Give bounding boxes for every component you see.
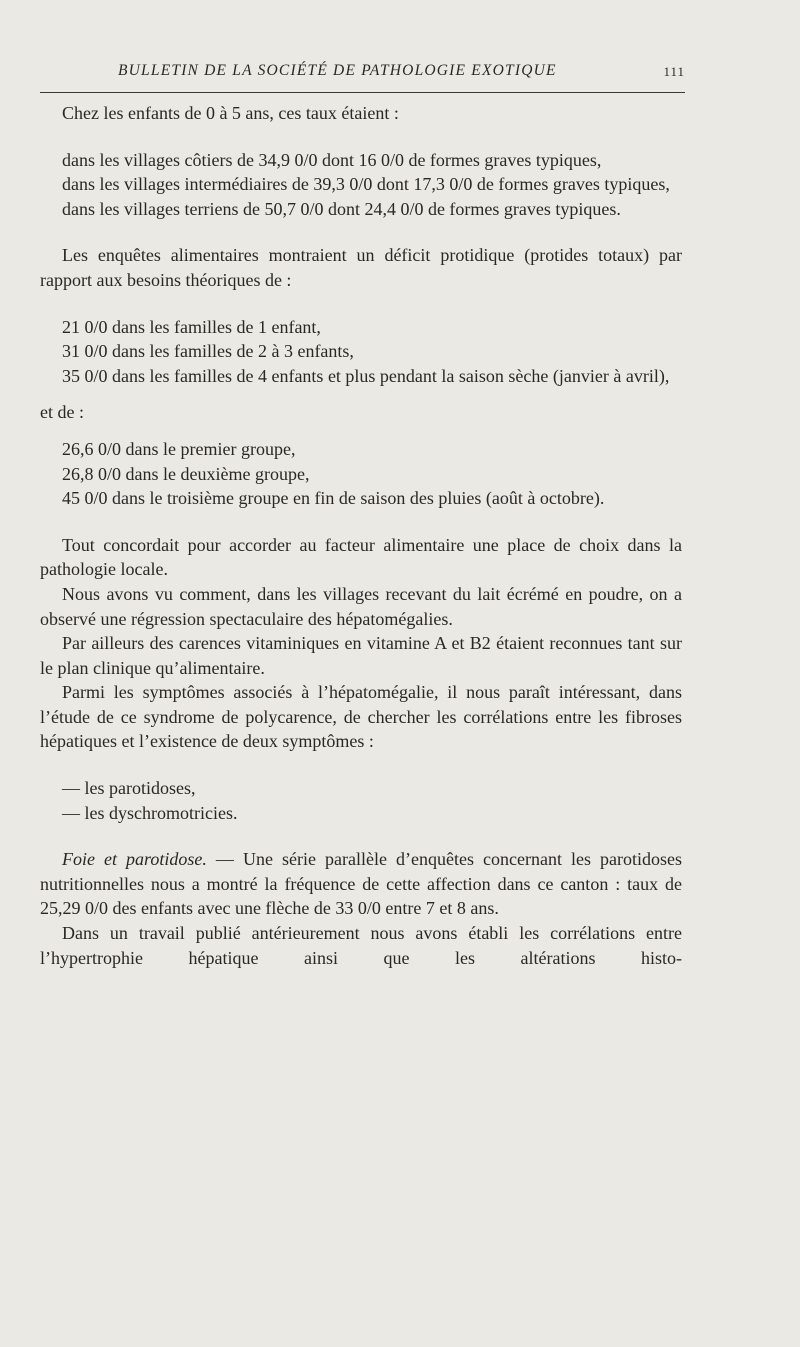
section-title-foie: Foie et parotidose. [62, 849, 207, 870]
list-item-deficit: 31 0/0 dans les familles de 2 à 3 enfants, [62, 341, 354, 362]
list-item-symptom: — les parotidoses, [62, 778, 196, 799]
list-item-deficit: 26,6 0/0 dans le premier groupe, [62, 438, 296, 459]
paragraph-dans: Dans un travail publié antérieurement nous avons établi les corrélations entre l’hypertrophie hépatique ainsi que les altérations histo- [40, 923, 682, 968]
paragraph-foie [40, 847, 682, 921]
list-item-deficit: 45 0/0 dans le troisième groupe en fin de saison des pluies (août à octobre). [62, 488, 605, 509]
list-item-rate: dans les villages terriens de 50,7 0/0 dont 24,4 0/0 de formes graves typiques. [62, 198, 621, 219]
paragraph-par-ailleurs: Par ailleurs des carences vitaminiques en vitamine A et B2 étaient reconnues tant sur le plan clinique qu’alimentaire. [40, 633, 682, 678]
list-item-rate: dans les villages intermédiaires de 39,3 0/0 dont 17,3 0/0 de formes graves typiques, [62, 174, 670, 195]
paragraph-foie-text: — Une série parallèle d’enquêtes concernant les parotidoses nutritionnelles nous a montré la fréquence de cette affection dans ce canton : taux de 25,29 0/0 des enfants avec une flèche de 33 0/0 entre 7 et 8 ans. [40, 849, 682, 919]
list-item-deficit: 26,8 0/0 dans le deuxième groupe, [62, 463, 310, 484]
paragraph-enquetes: Les enquêtes alimentaires montraient un déficit protidique (protides totaux) par rapport aux besoins théoriques de : [40, 245, 682, 290]
body-text [40, 101, 682, 970]
list-item-rate: dans les villages côtiers de 34,9 0/0 dont 16 0/0 de formes graves typiques, [62, 149, 602, 170]
list-item-symptom: — les dyschromotricies. [62, 802, 238, 823]
running-title: BULLETIN DE LA SOCIÉTÉ DE PATHOLOGIE EXOTIQUE [118, 62, 557, 79]
list-item-deficit: 21 0/0 dans les familles de 1 enfant, [62, 316, 321, 337]
running-header [40, 58, 685, 93]
paragraph-intro: Chez les enfants de 0 à 5 ans, ces taux étaient : [62, 103, 399, 123]
page-number: 111 [663, 64, 685, 79]
paragraph-parmi: Parmi les symptômes associés à l’hépatomégalie, il nous paraît intéressant, dans l’étude de ce syndrome de polycarence, de chercher les corrélations entre les fibroses hépatiques et l’existence de deux symptômes : [40, 682, 682, 752]
list-item-deficit: 35 0/0 dans les familles de 4 enfants et plus pendant la saison sèche (janvier à avril), [62, 365, 670, 386]
paragraph-nous: Nous avons vu comment, dans les villages recevant du lait écrémé en poudre, on a observé une régression spectaculaire des hépatomégalies. [40, 583, 682, 629]
paragraph-tout: Tout concordait pour accorder au facteur alimentaire une place de choix dans la pathologie locale. [40, 534, 682, 580]
paragraph-et-de: et de : [40, 402, 84, 423]
